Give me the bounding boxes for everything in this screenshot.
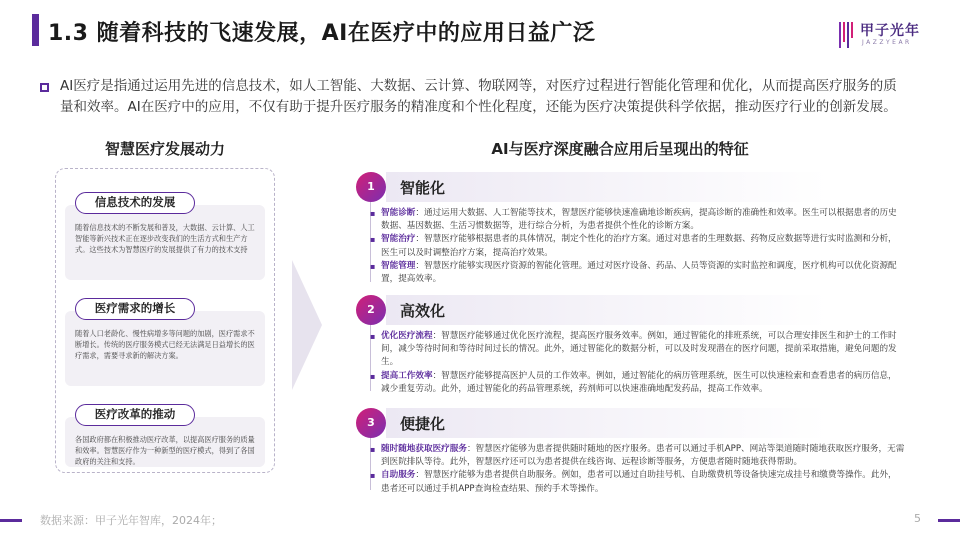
feature-title: 高效化 — [400, 302, 446, 320]
intro-paragraph: AI医疗是指通过运用先进的信息技术，如人工智能、大数据、云计算、物联网等，对医疗过程进行智能化管理和优化，从而提高医疗服务的质量和效率。AI在医疗中的应用，不仅有助于提升医疗服务的精准度和个性化程度，还能为医疗决策提供科学依据，推动医疗行业的创新发展。 — [60, 78, 897, 115]
feature-text: ：智慧医疗能够提高医护人员的工作效率。例如，通过智能化的病历管理系统，医生可以快速检索和查看患者的病历信息，减少重复劳动。此外，通过智能化的药品管理系统，药剂师可以快速准确地配发药品，提高工作效率。 — [381, 370, 897, 394]
feature-band — [386, 172, 906, 202]
logo-text: 甲子光年 — [860, 23, 920, 39]
driver-card-title: 信息技术的发展 — [75, 192, 195, 214]
driver-card-demand — [65, 301, 265, 386]
title-accent-bar — [32, 14, 39, 46]
feature-number-badge: 3 — [356, 408, 386, 438]
feature-keyword: 优化医疗流程 — [381, 331, 433, 341]
data-source: 数据来源：甲子光年智库，2024年； — [40, 514, 222, 527]
driver-card-title: 医疗改革的推动 — [75, 404, 195, 426]
feature-body — [370, 443, 905, 496]
feature-item — [370, 330, 905, 370]
feature-keyword: 随时随地获取医疗服务 — [381, 444, 467, 454]
feature-text: ：智慧医疗能够实现医疗资源的智能化管理。通过对医疗设备、药品、人员等资源的实时监控和调度，医疗机构可以优化资源配置，提高效率。 — [381, 260, 897, 285]
feature-keyword: 智能治疗 — [381, 234, 416, 245]
left-column-heading: 智慧医疗发展动力 — [104, 140, 225, 158]
feature-body — [370, 207, 905, 286]
feature-number-badge: 2 — [356, 295, 386, 325]
feature-band — [386, 408, 906, 438]
feature-item — [370, 443, 905, 469]
driver-card-title: 医疗需求的增长 — [75, 298, 195, 320]
intro-bullet-icon — [40, 83, 49, 92]
page-number: 5 — [914, 512, 921, 525]
feature-text: ：智慧医疗能够通过优化医疗流程，提高医疗服务效率。例如，通过智能化的排班系统，可以合理安排医生和护士的工作时间，减少等待时间和等待时间过长的情况。此外，通过智能化的数据分析，可以及时发现潜在的医疗问题，提前采取措施，避免问题的发生。 — [381, 331, 897, 368]
feature-text: ：智慧医疗能够根据患者的具体情况，制定个性化的治疗方案。通过对患者的生理数据、药物反应数据等进行实时监测和分析，医生可以及时调整治疗方案，提高治疗效果。 — [381, 234, 897, 258]
logo-subtitle: JAZZYEAR — [862, 39, 912, 46]
feature-keyword: 智能诊断 — [381, 208, 416, 218]
feature-title: 智能化 — [400, 179, 446, 197]
feature-band — [386, 295, 906, 325]
feature-item — [370, 370, 905, 396]
driver-card-reform — [65, 407, 265, 467]
feature-number-badge: 1 — [356, 172, 386, 202]
feature-body — [370, 330, 905, 396]
feature-text: ：智慧医疗能够为患者提供随时随地的医疗服务。患者可以通过手机APP、网站等渠道随时随地获取医疗服务，无需到医院排队等待。此外，智慧医疗还可以为患者提供在线咨询、远程诊断等服务，方便患者随时随地获得帮助。 — [381, 444, 905, 468]
driver-card-body: 各国政府都在积极推动医疗改革，以提高医疗服务的质量和效率。智慧医疗作为一种新型的医疗模式，得到了各国政府的关注和支持。 — [75, 435, 255, 466]
feature-item — [370, 260, 905, 286]
page-title: 1.3 随着科技的飞速发展，AI在医疗中的应用日益广泛 — [48, 21, 596, 46]
feature-item — [370, 233, 905, 259]
feature-keyword: 智能管理 — [381, 260, 416, 271]
logo-mark-icon — [838, 20, 856, 50]
feature-keyword: 提高工作效率 — [381, 370, 433, 381]
right-column-heading: AI与医疗深度融合应用后呈现出的特征 — [491, 140, 749, 158]
feature-title: 便捷化 — [400, 415, 446, 433]
driver-card-body: 随着人口老龄化、慢性病增多等问题的加剧，医疗需求不断增长。传统的医疗服务模式已经无法满足日益增长的医疗需求，需要寻求新的解决方案。 — [75, 329, 255, 360]
driver-card-tech — [65, 195, 265, 280]
footer-accent-left — [0, 519, 22, 522]
feature-keyword: 自助服务 — [381, 470, 416, 481]
chevron-right-icon — [292, 260, 322, 390]
driver-card-body: 随着信息技术的不断发展和普及，大数据、云计算、人工智能等新兴技术正在逐步改变我们的生活方式和生产方式。这些技术为智慧医疗的发展提供了有力的技术支持 — [75, 223, 255, 254]
brand-logo — [838, 20, 938, 54]
feature-item — [370, 207, 905, 233]
footer-accent-right — [938, 519, 960, 522]
feature-text: ：智慧医疗能够为患者提供自助服务。例如，患者可以通过自助挂号机、自助缴费机等设备快速完成挂号和缴费等操作。此外，患者还可以通过手机APP查询检查结果、预约手术等操作。 — [381, 470, 897, 494]
feature-item — [370, 469, 905, 495]
feature-text: ：通过运用大数据、人工智能等技术，智慧医疗能够快速准确地诊断疾病，提高诊断的准确性和效率。医生可以根据患者的历史数据、基因数据、生活习惯数据等，进行综合分析，为患者提供个性化的诊断方案。 — [381, 208, 897, 232]
